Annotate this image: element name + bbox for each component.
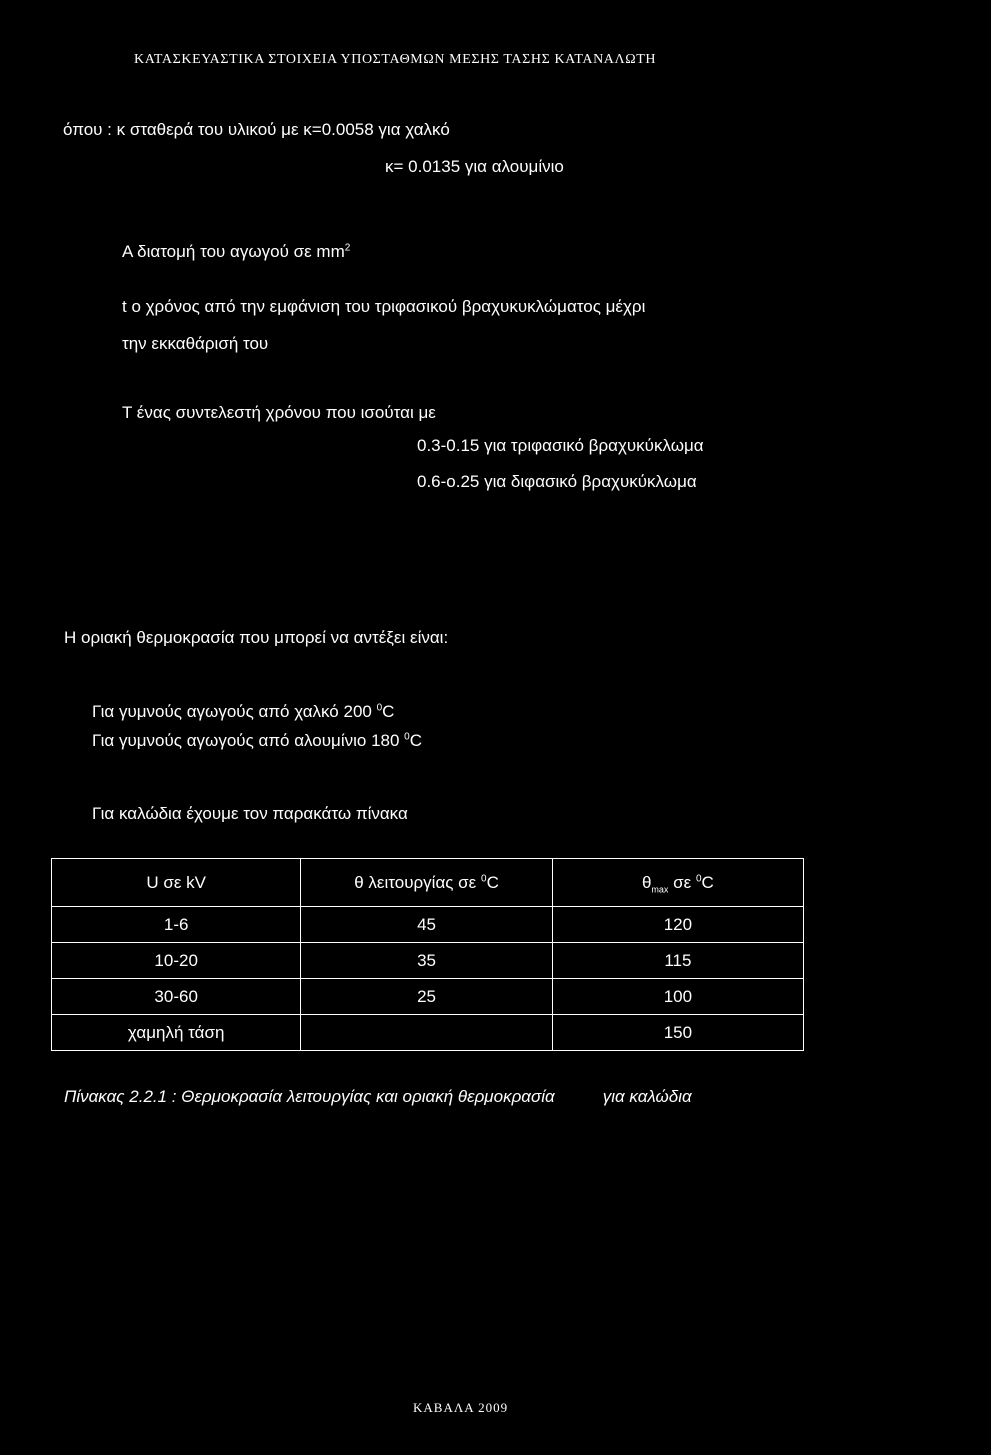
cell-operating-temperature: 35 (301, 943, 552, 979)
header-max-degree: 0 (695, 872, 702, 884)
area-definition (122, 242, 350, 262)
k-aluminium-definition: κ= 0.0135 για αλουμίνιο (385, 157, 564, 176)
caption-end: για καλώδια (602, 1087, 692, 1106)
page-header: ΚΑΤΑΣΚΕΥΑΣΤΙΚΑ ΣΤΟΙΧΕΙΑ ΥΠΟΣΤΑΘΜΩΝ ΜΕΣΗΣ ΤΑΣΗΣ ΚΑΤΑΝΑΛΩΤΗ (134, 52, 657, 67)
copper-limit (92, 702, 394, 722)
limit-temperature-intro: Η οριακή θερμοκρασία που μπορεί να αντέξει είναι: (64, 628, 449, 647)
time-definition-line-2: την εκκαθάρισή του (122, 334, 269, 353)
header-max-unit: C (701, 872, 714, 892)
area-text: A διατομή του αγωγού σε mm (122, 242, 345, 261)
time-coefficient-definition: T ένας συντελεστή χρόνου που ισούται με (122, 403, 436, 422)
page-footer: ΚΑΒΑΛΑ 2009 (413, 1400, 509, 1415)
cable-table-intro: Για καλώδια έχουμε τον παρακάτω πίνακα (92, 804, 408, 823)
cell-max-temperature: 150 (552, 1015, 803, 1051)
copper-unit: C (382, 702, 395, 721)
cell-max-temperature: 115 (552, 943, 803, 979)
header-operating-label: θ λειτουργίας σε (354, 872, 477, 892)
table-row (52, 907, 804, 943)
aluminium-unit: C (409, 731, 423, 750)
cell-max-temperature: 120 (552, 907, 803, 943)
two-phase-value: 0.6-o.25 για διφασικό βραχυκύκλωμα (417, 472, 697, 491)
header-max-temperature (552, 859, 803, 907)
cell-max-temperature: 100 (552, 979, 803, 1015)
cell-voltage: χαμηλή τάση (52, 1015, 301, 1051)
header-operating-temperature (301, 859, 552, 907)
three-phase-value: 0.3-0.15 για τριφασικό βραχυκύκλωμα (417, 436, 704, 455)
copper-degree: 0 (376, 702, 383, 714)
copper-limit-text: Για γυμνούς αγωγούς από χαλκό 200 (92, 702, 372, 721)
area-exponent: 2 (344, 242, 351, 254)
cell-operating-temperature: 25 (301, 979, 552, 1015)
header-operating-degree: 0 (481, 872, 487, 884)
header-operating-unit: C (486, 872, 499, 892)
table-row (52, 1015, 804, 1051)
header-max-symbol: θ (641, 872, 652, 892)
table-header-row (52, 859, 804, 907)
cell-voltage: 1-6 (52, 907, 301, 943)
cable-temperature-table (51, 858, 804, 1051)
k-copper-definition: όπου : κ σταθερά του υλικού με κ=0.0058 για χαλκό (63, 120, 450, 139)
time-definition-line-1: t ο χρόνος από την εμφάνιση του τριφασικού βραχυκυκλώματος μέχρι (122, 297, 646, 316)
cell-operating-temperature (301, 1015, 552, 1051)
header-max-label: σε (673, 872, 692, 892)
table-caption (64, 1087, 692, 1107)
aluminium-limit-text: Για γυμνούς αγωγούς από αλουμίνιο 180 (92, 731, 400, 750)
aluminium-limit (92, 731, 422, 751)
header-max-subscript: max (651, 883, 669, 894)
cell-voltage: 30-60 (52, 979, 301, 1015)
caption-main: Πίνακας 2.2.1 : Θερμοκρασία λειτουργίας και οριακή θερμοκρασία (64, 1087, 555, 1106)
aluminium-degree: 0 (404, 731, 410, 743)
table-row (52, 979, 804, 1015)
cell-voltage: 10-20 (52, 943, 301, 979)
table-row (52, 943, 804, 979)
cell-operating-temperature: 45 (301, 907, 552, 943)
header-voltage: U σε kV (52, 859, 301, 907)
